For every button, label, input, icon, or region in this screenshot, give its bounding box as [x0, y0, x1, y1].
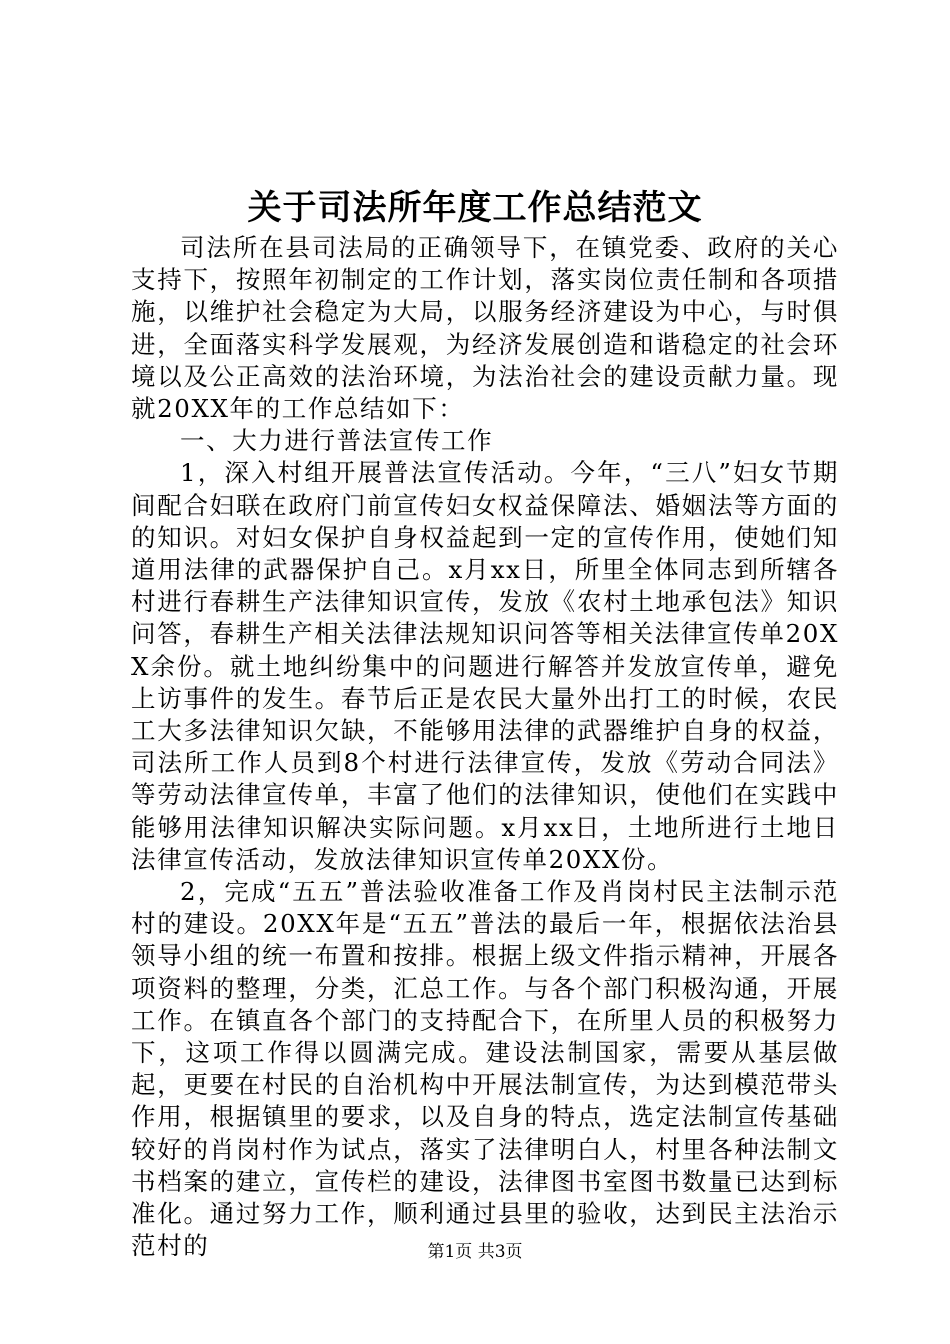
page-footer: 第1页 共3页 [427, 1242, 523, 1262]
document-title: 关于司法所年度工作总结范文 [247, 188, 703, 228]
intro-paragraph: 司法所在县司法局的正确领导下，在镇党委、政府的关心支持下，按照年初制定的工作计划，落实岗位责任制和各项措施，以维护社会稳定为大局，以服务经济建设为中心，与时俱进，全面落实科学发展观，为经济发展创造和谐稳定的社会环境以及公正高效的法治环境，为法治社会的建设贡献力量。现就20XX年的工作总结如下： [131, 233, 839, 424]
body-paragraph: 1，深入村组开展普法宣传活动。今年，“三八”妇女节期间配合妇联在政府门前宣传妇女权益保障法、婚姻法等方面的的知识。对妇女保护自身权益起到一定的宣传作用，使她们知道用法律的武器保护自己。x月xx日，所里全体同志到所辖各村进行春耕生产法律知识宣传，发放《农村土地承包法》知识问答，春耕生产相关法律法规知识问答等相关法律宣传单20XX余份。就土地纠纷集中的问题进行解答并发放宣传单，避免上访事件的发生。春节后正是农民大量外出打工的时候，农民工大多法律知识欠缺，不能够用法律的武器维护自身的权益，司法所工作人员到8个村进行法律宣传，发放《劳动合同法》等劳动法律宣传单，丰富了他们的法律知识，使他们在实践中能够用法律知识解决实际问题。x月xx日，土地所进行土地日法律宣传活动，发放法律知识宣传单20XX份。 [131, 458, 839, 874]
document-body [131, 232, 839, 1263]
section-heading: 一、大力进行普法宣传工作 [180, 426, 494, 456]
body-paragraph: 2，完成“五五”普法验收准备工作及肖岗村民主法制示范村的建设。20XX年是“五五”普法的最后一年，根据依法治县领导小组的统一布置和按排。根据上级文件指示精神，开展各项资料的整理，分类，汇总工作。与各个部门积极沟通，开展工作。在镇直各个部门的支持配合下，在所里人员的积极努力下，这项工作得以圆满完成。建设法制国家，需要从基层做起，更要在村民的自治机构中开展法制宣传，为达到模范带头作用，根据镇里的要求，以及自身的特点，选定法制宣传基础较好的肖岗村作为试点，落实了法律明白人，村里各种法制文书档案的建立，宣传栏的建设，法律图书室图书数量已达到标准化。通过努力工作，顺利通过县里的验收，达到民主法治示范村的 [131, 877, 839, 1261]
